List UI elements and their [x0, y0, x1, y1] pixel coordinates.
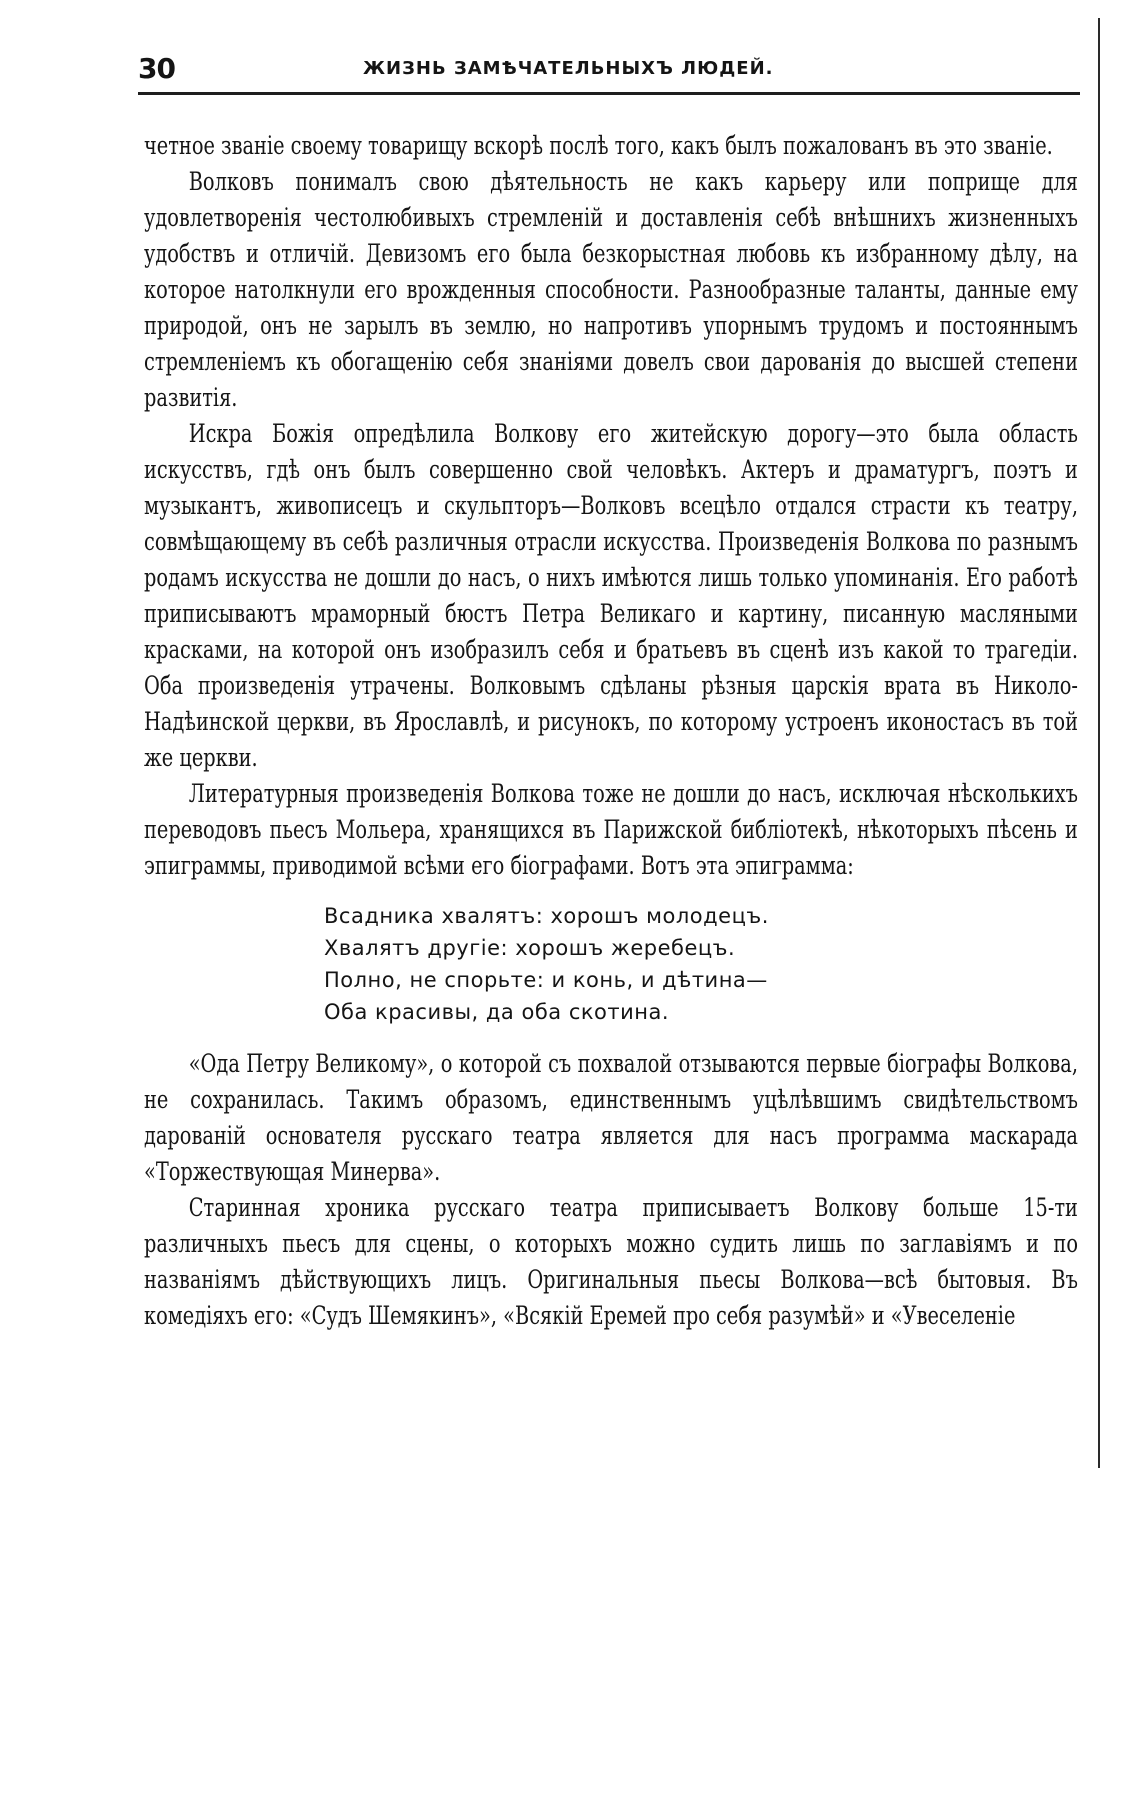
paragraph: Литературныя произведенія Волкова тоже не дошли до насъ, исключая нѣсколькихъ переводовъ пьесъ Мольера, хранящихся въ Парижской библіотекѣ, нѣкоторыхъ пѣсень и эпиграммы, приводимой всѣми его біографами. Вотъ эта эпиграмма: — [144, 779, 1078, 880]
epigram-line: Полно, не спорьте: и конь, и дѣтина— — [324, 968, 768, 992]
running-title: ЖИЗНЬ ЗАМѢЧАТЕЛЬНЫХЪ ЛЮДЕЙ. — [363, 58, 774, 79]
page-header — [138, 50, 1080, 90]
epigram — [324, 900, 1078, 1028]
epigram-line: Оба красивы, да оба скотина. — [324, 1000, 670, 1024]
paragraph: Волковъ понималъ свою дѣятельность не какъ карьеру или поприще для удовлетворенія честолюбивыхъ стремленій и доставленія себѣ внѣшнихъ жизненныхъ удобствъ и отличій. Девизомъ его была безкорыстная любовь къ избранному дѣлу, на которое натолкнули его врожденныя способности. Разнообразные таланты, данные ему природой, онъ не зарылъ въ землю, но напротивъ упорнымъ трудомъ и постояннымъ стремленіемъ къ обогащенію себя знаніями довелъ свои дарованія до высшей степени развитія. — [144, 167, 1078, 412]
page-number: 30 — [138, 52, 175, 85]
paragraph-continuation: четное званіе своему товарищу вскорѣ послѣ того, какъ былъ пожалованъ въ это званіе. — [144, 131, 1053, 160]
paragraph: «Ода Петру Великому», о которой съ похвалой отзываются первые біографы Волкова, не сохранилась. Такимъ образомъ, единственнымъ уцѣлѣвшимъ свидѣтельствомъ дарованій основателя русскаго театра является для насъ программа маскарада «Торжествующая Минерва». — [144, 1049, 1078, 1186]
header-rule — [138, 92, 1080, 95]
page-edge-rule — [1098, 18, 1100, 1468]
epigram-line: Всадника хвалятъ: хорошъ молодецъ. — [324, 904, 769, 928]
paragraph: Искра Божія опредѣлила Волкову его житейскую дорогу—это была область искусствъ, гдѣ онъ былъ совершенно свой человѣкъ. Актеръ и драматургъ, поэтъ и музыкантъ, живописецъ и скульпторъ—Волковъ всецѣло отдался страсти къ театру, совмѣщающему въ себѣ различныя отрасли искусства. Произведенія Волкова по разнымъ родамъ искусства не дошли до насъ, о нихъ имѣются лишь только упоминанія. Его работѣ приписываютъ мраморный бюстъ Петра Великаго и картину, писанную масляными красками, на которой онъ изобразилъ себя и братьевъ въ сценѣ изъ какой то трагедіи. Оба произведенія утрачены. Волковымъ сдѣланы рѣзныя царскія врата въ Николо-Надѣинской церкви, въ Ярославлѣ, и рисунокъ, по которому устроенъ иконостасъ въ той же церкви. — [144, 419, 1078, 772]
paragraph: Старинная хроника русскаго театра приписываетъ Волкову больше 15-ти различныхъ пьесъ для сцены, о которыхъ можно судить лишь по заглавіямъ и по названіямъ дѣйствующихъ лицъ. Оригинальныя пьесы Волкова—всѣ бытовыя. Въ комедіяхъ его: «Судъ Шемякинъ», «Всякій Еремей про себя разумѣй» и «Увеселеніе — [144, 1193, 1078, 1330]
epigram-line: Хвалятъ другіе: хорошъ жеребецъ. — [324, 936, 736, 960]
body-text — [144, 128, 1078, 1334]
